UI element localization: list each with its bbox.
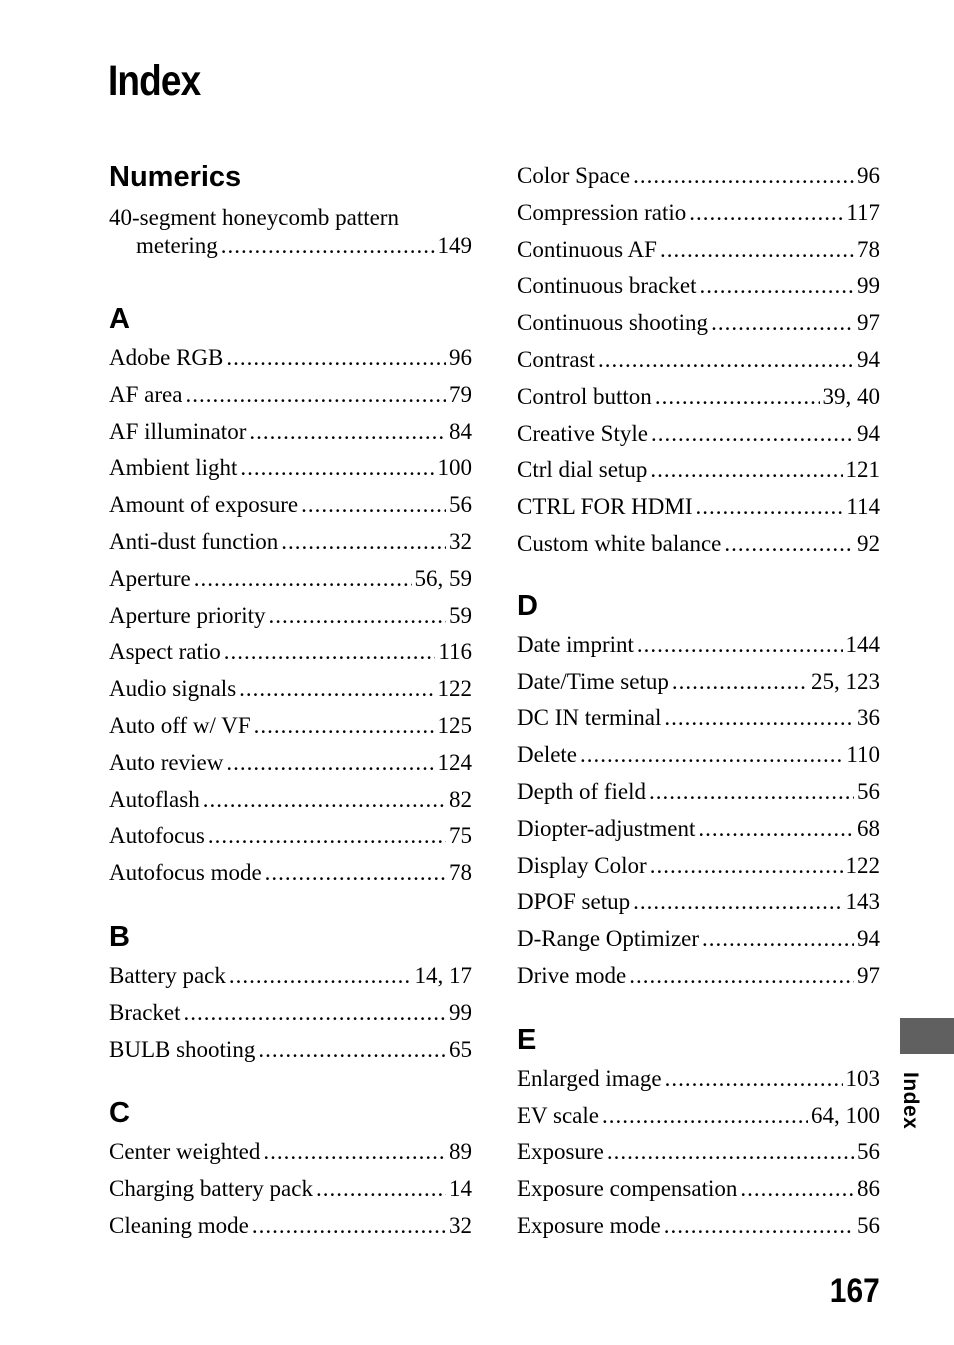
section-b (109, 918, 472, 1068)
index-entry (109, 524, 472, 561)
index-entry-name: Auto review (109, 749, 224, 775)
index-entry-pages: 56 (449, 492, 472, 518)
index-entry-name: Control button (517, 383, 652, 409)
index-entry (517, 526, 880, 563)
index-entry-continuation (109, 232, 472, 260)
section-d (517, 587, 880, 995)
index-entry (109, 995, 472, 1032)
index-entry (109, 340, 472, 377)
dot-leader (229, 958, 412, 995)
dot-leader (265, 855, 446, 892)
index-entry (517, 268, 880, 305)
entry-list-d (517, 627, 880, 995)
index-entry (109, 377, 472, 414)
index-entry-pages: 94 (857, 346, 880, 372)
index-entry (517, 627, 880, 664)
dot-leader (185, 377, 446, 414)
dot-leader (301, 487, 446, 524)
index-entry-name: Center weighted (109, 1139, 261, 1165)
index-entry (517, 1061, 880, 1098)
dot-leader (650, 848, 843, 885)
index-entry (517, 158, 880, 195)
index-entry-pages: 36 (857, 705, 880, 731)
dot-leader (689, 195, 843, 232)
dot-leader (184, 995, 446, 1032)
section-heading-a: A (109, 303, 130, 335)
index-entry-pages: 99 (857, 273, 880, 299)
dot-leader (254, 708, 435, 745)
index-entry-name: Custom white balance (517, 530, 722, 556)
index-entry-pages: 125 (437, 712, 472, 738)
index-entry (109, 1208, 472, 1245)
index-entry-pages: 97 (857, 962, 880, 988)
entry-list-b (109, 958, 472, 1068)
index-entry-name: Drive mode (517, 962, 627, 988)
index-entry (109, 450, 472, 487)
dot-leader (224, 634, 436, 671)
index-entry-pages: 94 (857, 420, 880, 446)
dot-leader (665, 1061, 843, 1098)
dot-leader (607, 1134, 854, 1171)
index-entry-pages: 65 (449, 1036, 472, 1062)
dot-leader (698, 811, 854, 848)
index-entry-pages: 99 (449, 999, 472, 1025)
index-entry-pages: 79 (449, 381, 472, 407)
index-entry (109, 561, 472, 598)
index-entry-name: D-Range Optimizer (517, 926, 700, 952)
dot-leader (650, 452, 842, 489)
index-entry-name: CTRL FOR HDMI (517, 494, 693, 520)
dot-leader (268, 598, 446, 635)
section-e (517, 1021, 880, 1245)
index-entry-name: Continuous shooting (517, 310, 709, 336)
index-entry (517, 232, 880, 269)
index-entry-name: DPOF setup (517, 889, 631, 915)
index-entry-name: Aperture (109, 565, 191, 591)
entry-list-c-continued (517, 158, 880, 563)
dot-leader (633, 884, 842, 921)
dot-leader (252, 1208, 446, 1245)
index-entry (517, 811, 880, 848)
index-entry (517, 664, 880, 701)
index-entry (517, 1098, 880, 1135)
index-entry-name: AF area (109, 381, 183, 407)
section-numerics (109, 158, 472, 260)
dot-leader (194, 561, 412, 598)
dot-leader (249, 414, 446, 451)
index-entry-name: Exposure (517, 1139, 604, 1165)
index-entry-name: Delete (517, 742, 578, 768)
dot-leader (702, 921, 854, 958)
index-entry-pages: 94 (857, 926, 880, 952)
index-entry (109, 1032, 472, 1069)
index-entry-pages: 78 (857, 236, 880, 262)
index-entry-pages: 116 (438, 639, 472, 665)
dot-leader (629, 958, 854, 995)
dot-leader (724, 526, 854, 563)
dot-leader (226, 745, 434, 782)
index-entry-name: Audio signals (109, 676, 237, 702)
section-c (109, 1094, 472, 1244)
index-entry (517, 195, 880, 232)
index-entry-pages: 25, 123 (811, 668, 880, 694)
index-entry-pages: 84 (449, 418, 472, 444)
index-entry-name: Depth of field (517, 778, 647, 804)
dot-leader (258, 1032, 446, 1069)
index-entry-name: Color Space (517, 163, 631, 188)
index-entry-pages: 64, 100 (811, 1102, 880, 1128)
index-entry-pages: 110 (846, 742, 880, 768)
index-entry (109, 745, 472, 782)
dot-leader (633, 158, 854, 195)
index-entry (517, 1134, 880, 1171)
index-entry-name: Bracket (109, 999, 181, 1025)
index-entry-pages: 149 (437, 233, 472, 258)
index-entry (517, 921, 880, 958)
index-entry-name: Battery pack (109, 962, 226, 988)
index-entry-name: Continuous bracket (517, 273, 697, 299)
dot-leader (602, 1098, 808, 1135)
dot-leader (208, 818, 446, 855)
index-entry-name: Enlarged image (517, 1065, 662, 1091)
index-entry-name: Charging battery pack (109, 1176, 313, 1202)
index-entry-name: Exposure mode (517, 1212, 661, 1238)
index-entry-pages: 78 (449, 860, 472, 886)
index-entry (109, 414, 472, 451)
index-entry (109, 708, 472, 745)
index-entry-name: Autofocus (109, 823, 205, 849)
dot-leader (655, 379, 820, 416)
index-entry (109, 782, 472, 819)
dot-leader (664, 700, 854, 737)
index-entry (517, 737, 880, 774)
index-entry-pages: 97 (857, 310, 880, 336)
index-entry-name: AF illuminator (109, 418, 247, 444)
index-entry-pages: 59 (449, 602, 472, 628)
entry-list-c (109, 1134, 472, 1244)
entry-list-e (517, 1061, 880, 1245)
section-a (109, 300, 472, 892)
index-entry-pages: 39, 40 (822, 383, 880, 409)
index-entry-pages: 32 (449, 1212, 472, 1238)
index-entry-name: Diopter-adjustment (517, 815, 696, 841)
index-entry-name: Exposure compensation (517, 1176, 738, 1202)
index-entry-pages: 143 (845, 889, 880, 915)
dot-leader (740, 1171, 854, 1208)
index-entry-pages: 82 (449, 786, 472, 812)
index-entry-name: Amount of exposure (109, 492, 299, 518)
index-entry-name: Anti-dust function (109, 528, 279, 554)
side-section-label: Index (899, 1072, 922, 1130)
index-entry-pages: 89 (449, 1139, 472, 1165)
index-entry (517, 489, 880, 526)
index-entry-pages: 122 (845, 852, 880, 878)
index-entry (109, 198, 472, 260)
index-entry (109, 1134, 472, 1171)
dot-leader (711, 305, 854, 342)
dot-leader (700, 268, 855, 305)
index-entry-name: EV scale (517, 1102, 599, 1128)
dot-leader (203, 782, 446, 819)
dot-leader (696, 489, 844, 526)
index-entry-pages: 117 (846, 199, 880, 225)
index-entry-pages: 56 (857, 1212, 880, 1238)
index-entry-pages: 122 (437, 676, 472, 702)
index-entry (517, 342, 880, 379)
index-entry-pages: 75 (449, 823, 472, 849)
index-entry-name: Display Color (517, 852, 647, 878)
index-entry-name: Autofocus mode (109, 860, 262, 886)
index-entry (517, 700, 880, 737)
index-entry (517, 848, 880, 885)
dot-leader (221, 232, 435, 260)
index-entry-name: Ctrl dial setup (517, 457, 648, 483)
index-entry-pages: 96 (449, 345, 472, 370)
index-column-right (517, 158, 880, 1245)
index-entry-pages: 100 (437, 455, 472, 481)
index-entry-name: Adobe RGB (109, 345, 224, 370)
index-entry-pages: 14 (449, 1176, 472, 1202)
index-entry (517, 884, 880, 921)
section-heading-d: D (517, 589, 538, 622)
dot-leader (672, 664, 808, 701)
page-number: 167 (830, 1272, 880, 1310)
index-entry (109, 1171, 472, 1208)
index-entry (517, 305, 880, 342)
index-entry-name: Contrast (517, 346, 595, 372)
index-entry (517, 416, 880, 453)
index-entry (109, 671, 472, 708)
dot-leader (226, 340, 446, 377)
index-entry-name: DC IN terminal (517, 705, 662, 731)
index-entry-name: BULB shooting (109, 1036, 256, 1062)
page-title: Index (108, 57, 201, 105)
dot-leader (660, 232, 854, 269)
dot-leader (649, 774, 854, 811)
index-entry-pages: 56, 59 (414, 565, 472, 591)
index-entry (517, 452, 880, 489)
index-column-left (109, 158, 472, 1245)
index-entry-pages: 14, 17 (414, 962, 472, 988)
index-entry-name: Date imprint (517, 631, 634, 657)
index-entry-pages: 103 (845, 1065, 880, 1091)
section-tab-marker (900, 1018, 954, 1054)
entry-list-a (109, 340, 472, 892)
index-entry-pages: 121 (845, 457, 880, 483)
index-entry-name: Aspect ratio (109, 639, 221, 665)
index-entry-pages: 96 (857, 163, 880, 188)
index-entry-pages: 144 (845, 631, 880, 657)
index-entry (109, 958, 472, 995)
section-heading-b: B (109, 920, 130, 953)
index-entry-name: Auto off w/ VF (109, 712, 251, 738)
index-entry (109, 855, 472, 892)
index-entry-name: metering (136, 233, 218, 258)
dot-leader (664, 1208, 854, 1245)
index-entry-pages: 32 (449, 528, 472, 554)
index-entry (109, 634, 472, 671)
section-c-continued (517, 158, 880, 563)
index-entry-pages: 86 (857, 1176, 880, 1202)
section-heading-e: E (517, 1023, 537, 1056)
index-entry (517, 379, 880, 416)
dot-leader (637, 627, 843, 664)
index-entry-pages: 56 (857, 778, 880, 804)
dot-leader (240, 450, 434, 487)
index-entry-pages: 92 (857, 530, 880, 556)
index-entry-name: Creative Style (517, 420, 648, 446)
index-entry-pages: 114 (846, 494, 880, 520)
dot-leader (263, 1134, 446, 1171)
index-entry-name: Date/Time setup (517, 668, 669, 694)
index-entry-name: Ambient light (109, 455, 238, 481)
index-entry (517, 1171, 880, 1208)
index-entry-name: Compression ratio (517, 199, 687, 225)
section-heading-c: C (109, 1097, 130, 1130)
dot-leader (239, 671, 434, 708)
index-entry (517, 774, 880, 811)
index-entry-pages: 124 (437, 749, 472, 775)
dot-leader (580, 737, 843, 774)
index-entry-pages: 68 (857, 815, 880, 841)
dot-leader (316, 1171, 446, 1208)
index-entry (109, 818, 472, 855)
dot-leader (281, 524, 446, 561)
index-entry (109, 598, 472, 635)
index-entry-name: Aperture priority (109, 602, 266, 628)
index-entry (517, 1208, 880, 1245)
index-entry-name: Autoflash (109, 786, 200, 812)
index-entry-name: Cleaning mode (109, 1212, 249, 1238)
section-heading-numerics: Numerics (109, 161, 242, 193)
index-entry-name: 40-segment honeycomb pattern (109, 205, 399, 230)
index-entry (109, 487, 472, 524)
index-entry (517, 958, 880, 995)
dot-leader (651, 416, 854, 453)
dot-leader (598, 342, 854, 379)
index-entry-pages: 56 (857, 1139, 880, 1165)
index-entry-name: Continuous AF (517, 236, 657, 262)
